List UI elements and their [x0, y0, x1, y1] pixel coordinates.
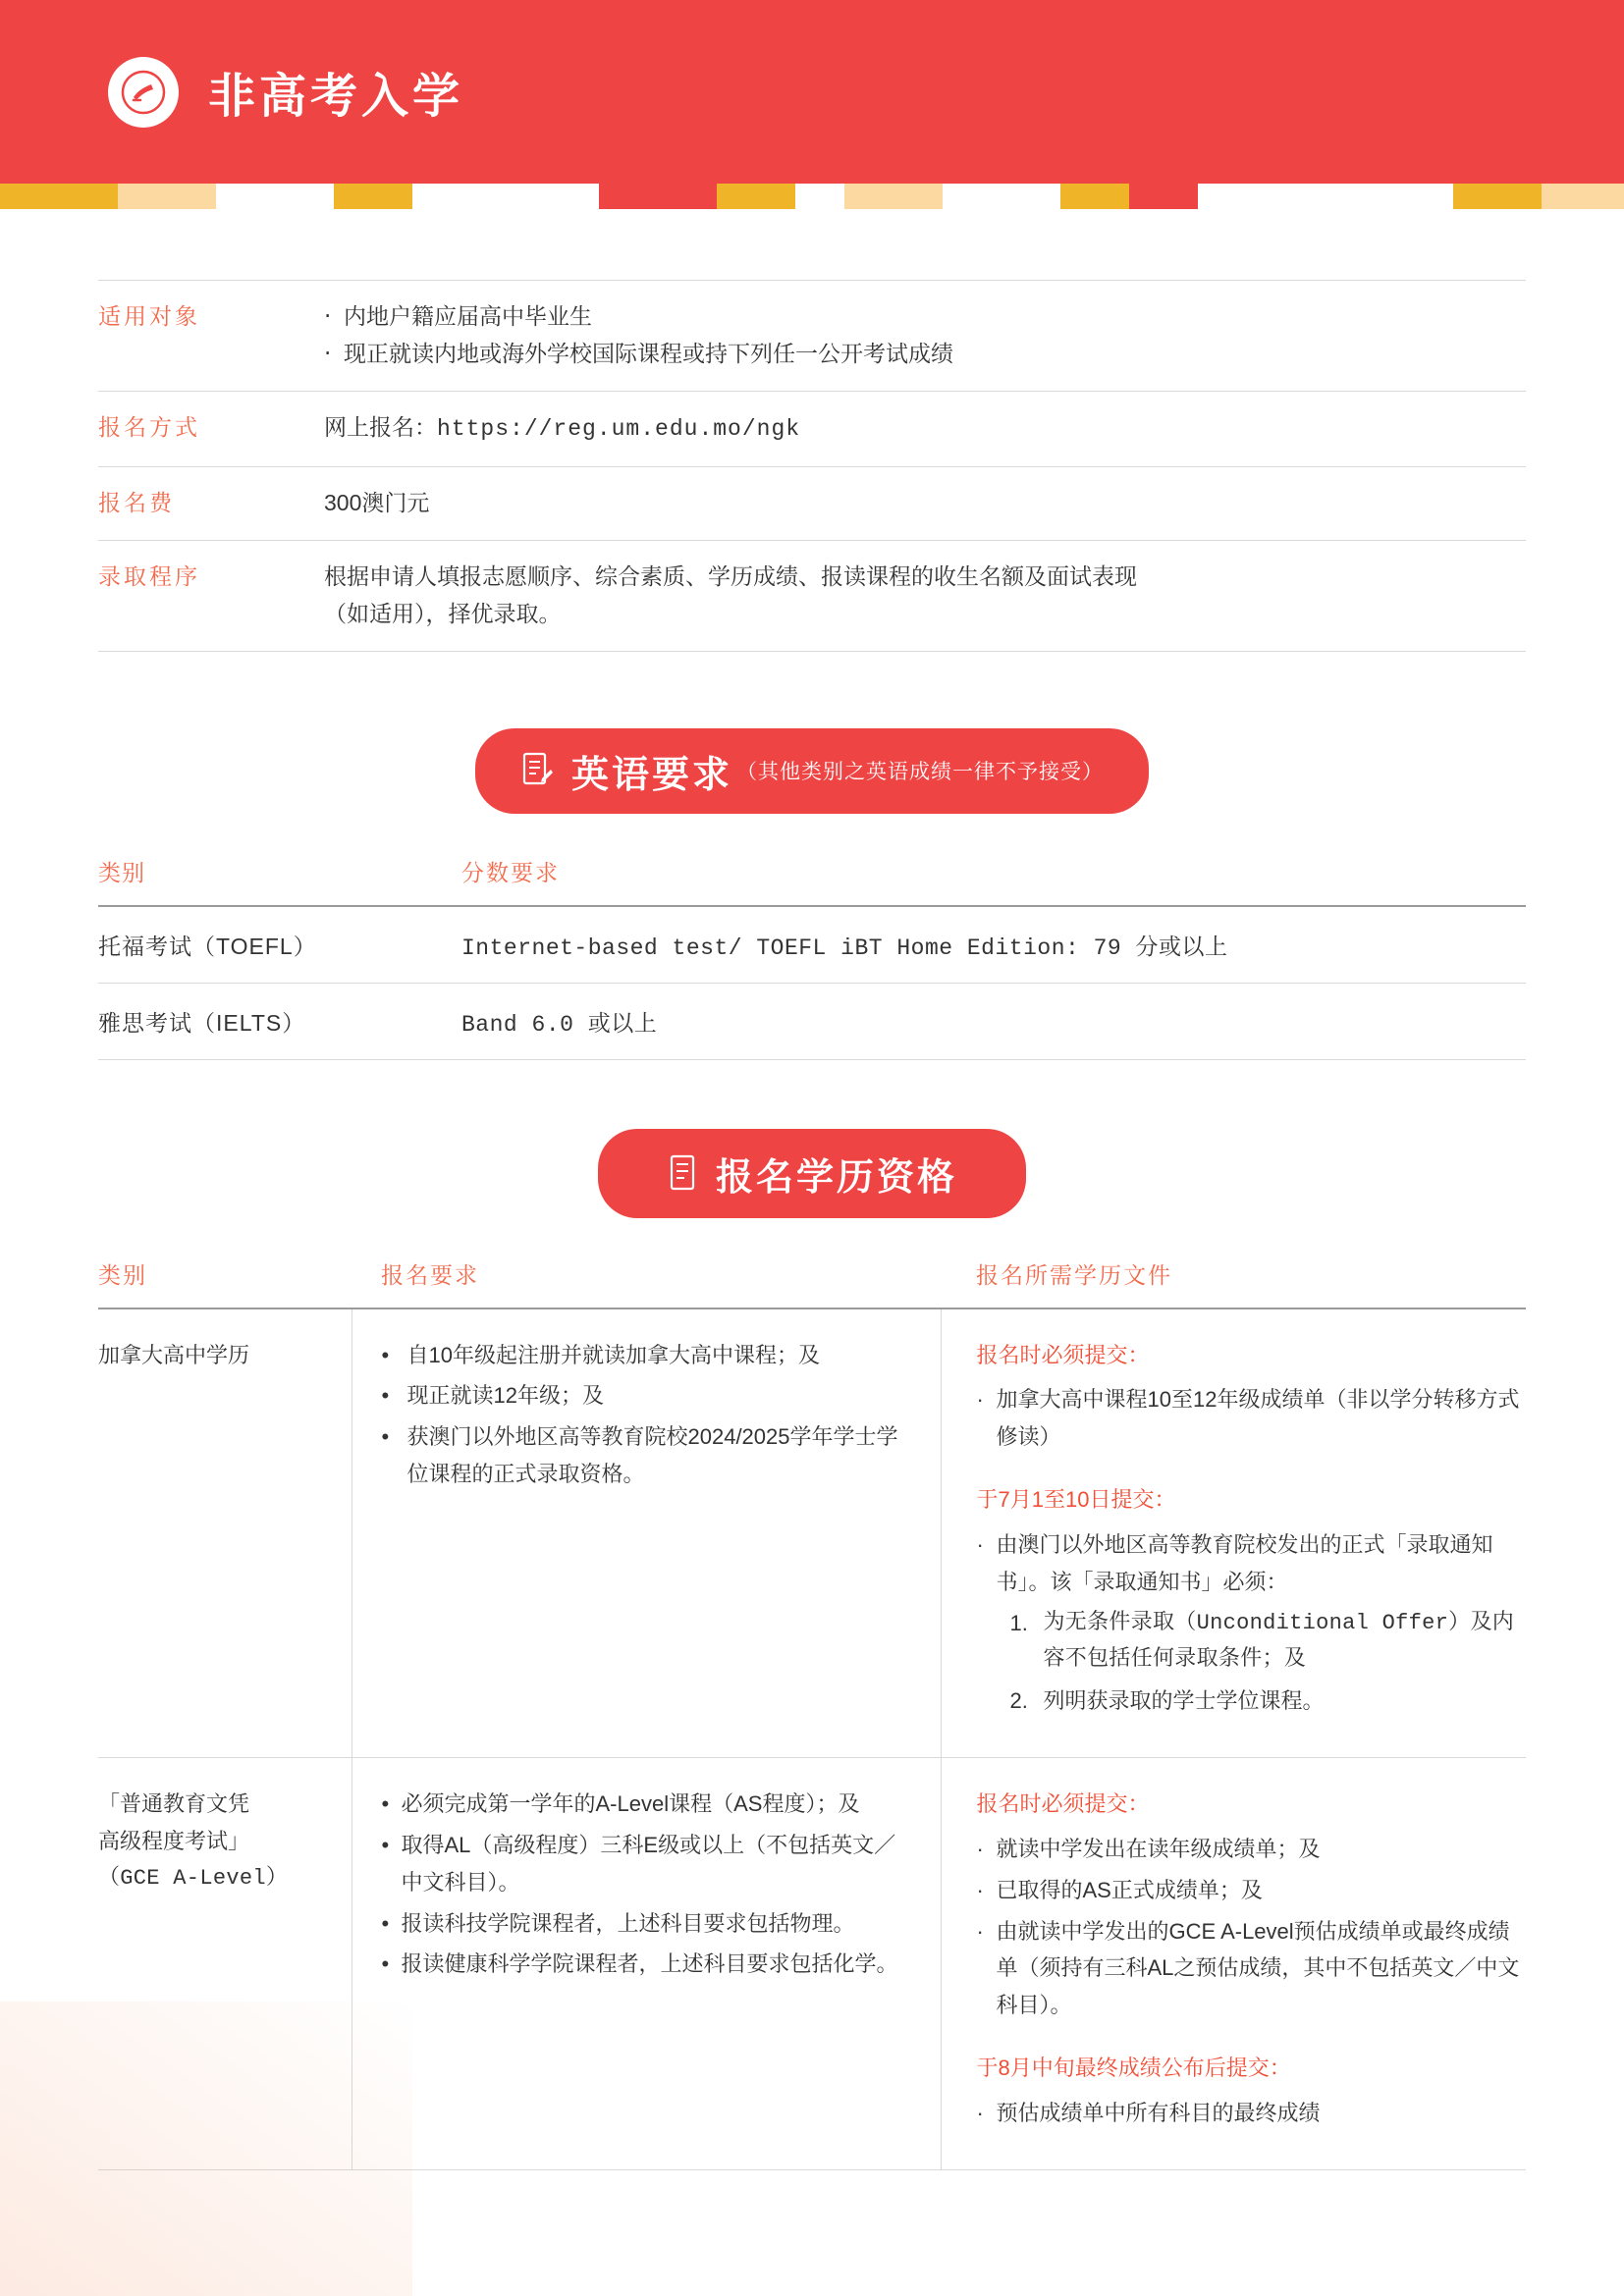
bullet-dot-icon: ‧: [324, 340, 332, 366]
list-item: [324, 336, 1526, 373]
bullet-dot-icon: •: [381, 1910, 390, 1936]
list-item: [977, 1831, 1527, 1868]
table-row: [98, 281, 1526, 392]
info-value-fee: 300澳门元: [324, 489, 430, 515]
document-section-head: 报名时必须提交：: [976, 1342, 1150, 1367]
hand-write-icon: [108, 57, 179, 128]
list-item-text: 取得AL（高级程度）三科E级或以上（不包括英文／中文科目）。: [401, 1832, 896, 1895]
category-line: （GCE A-Level）: [98, 1865, 289, 1891]
qualification-pill: [598, 1129, 1026, 1218]
spacer: [977, 1460, 1527, 1481]
info-value-admission-process: [324, 540, 1526, 651]
list-item-text: 现正就读12年级；及: [406, 1383, 604, 1409]
column-header-category: 类别: [98, 855, 461, 906]
document-pen-icon: [520, 751, 554, 790]
list-item: [382, 1905, 911, 1943]
list-item: [977, 2095, 1527, 2132]
list-item-text: 为无条件录取（Unconditional Offer）及内容不包括任何录取条件；及: [1043, 1610, 1515, 1673]
qual-requirements-gce: [352, 1758, 941, 2170]
table-row: [98, 391, 1526, 466]
bullet-dot-icon: ·: [976, 1836, 984, 1861]
list-item-text: 加拿大高中课程10至12年级成绩单（非以学分转移方式修读）: [996, 1387, 1520, 1450]
admission-line: （如适用），择优录取。: [324, 600, 562, 626]
table-header-row: [98, 855, 1526, 906]
list-document-icon: [667, 1153, 698, 1193]
basic-info-table: [98, 280, 1526, 652]
list-item-text: 由就读中学发出的GCE A-Level预估成绩单或最终成绩单（须持有三科AL之预估成绩，其中不包括英文／中文科目）。: [996, 1918, 1520, 2018]
list-item-text: 预估成绩单中所有科目的最终成绩: [996, 2100, 1321, 2125]
admission-line: 根据申请人填报志愿顺序、综合素质、学历成绩、报读课程的收生名额及面试表现: [324, 562, 1137, 589]
list-item: [382, 1337, 911, 1374]
table-row: [98, 540, 1526, 651]
bullet-dot-icon: ‧: [324, 303, 332, 329]
list-item-text: 内地户籍应届高中毕业生: [344, 303, 592, 329]
table-row: [98, 1308, 1526, 1758]
column-header-category: 类别: [98, 1257, 352, 1308]
qual-requirements-canada: [352, 1308, 941, 1758]
bullet-dot-icon: •: [381, 1951, 390, 1977]
english-category-toefl: 托福考试（TOEFL）: [98, 906, 461, 984]
list-item-text: 必须完成第一学年的A-Level课程（AS程度）；及: [401, 1791, 860, 1817]
info-value-registration: [324, 391, 1526, 466]
column-header-documents: 报名所需学历文件: [941, 1257, 1526, 1308]
registration-url[interactable]: https://reg.um.edu.mo/ngk: [437, 415, 801, 442]
list-item-text: 现正就读内地或海外学校国际课程或持下列任一公开考试成绩: [344, 340, 953, 366]
qualification-section-heading: [98, 1129, 1526, 1218]
bullet-dot-icon: •: [381, 1791, 390, 1817]
english-requirement-toefl: Internet-based test/ TOEFL iBT Home Edition: 79 分或以上: [461, 906, 1526, 984]
english-section-subtitle: （其他类别之英语成绩一律不予接受）: [736, 761, 1104, 784]
bullet-dot-icon: •: [381, 1342, 390, 1367]
list-item-text: 报读科技学院课程者，上述科目要求包括物理。: [401, 1910, 855, 1936]
page-title: 非高考入学: [208, 71, 464, 123]
qualification-table: [98, 1257, 1526, 2170]
list-item: [977, 1605, 1527, 1680]
english-pill: [475, 728, 1149, 814]
list-item: [382, 1946, 911, 1983]
ordered-marker: 2.: [1009, 1688, 1028, 1714]
registration-prefix: 网上报名：: [324, 413, 437, 440]
list-item-text: 自10年级起注册并就读加拿大高中课程；及: [406, 1342, 820, 1367]
table-row: [98, 1758, 1526, 2170]
document-section-head: 于8月中旬最终成绩公布后提交：: [976, 2056, 1291, 2081]
category-line: 加拿大高中学历: [98, 1342, 250, 1367]
english-section-title: 英语要求: [570, 754, 732, 796]
table-header-row: [98, 1257, 1526, 1308]
list-item-text: 列明获录取的学士学位课程。: [1043, 1688, 1325, 1714]
qual-documents-gce: [941, 1758, 1526, 2170]
list-item: [977, 1913, 1527, 2024]
info-label-fee: 报名费: [98, 489, 175, 515]
table-row: [98, 906, 1526, 984]
list-item: [977, 1526, 1527, 1601]
category-line: 「普通教育文凭: [98, 1791, 250, 1817]
document-section-head: 于7月1至10日提交：: [976, 1487, 1176, 1513]
list-item-text: 报读健康科学学院课程者，上述科目要求包括化学。: [401, 1951, 898, 1977]
english-section-heading: [98, 728, 1526, 814]
list-item-text: 获澳门以外地区高等教育院校2024/2025学年学士学位课程的正式录取资格。: [406, 1424, 898, 1487]
document-section-head: 报名时必须提交：: [976, 1791, 1150, 1817]
info-label-registration: 报名方式: [98, 413, 200, 440]
spacer: [977, 2028, 1527, 2050]
list-item-text: 就读中学发出在读年级成绩单；及: [996, 1836, 1321, 1861]
qual-category-gce: [98, 1758, 352, 2170]
list-item: [324, 298, 1526, 336]
bullet-dot-icon: •: [381, 1424, 390, 1450]
info-value-applicable: [324, 281, 1526, 392]
info-label-admission-process: 录取程序: [98, 562, 200, 589]
qual-documents-canada: [941, 1308, 1526, 1758]
english-requirement-table: [98, 855, 1526, 1060]
bullet-dot-icon: ·: [976, 1387, 984, 1413]
list-item-text: 由澳门以外地区高等教育院校发出的正式「录取通知书」。该「录取通知书」必须：: [996, 1531, 1493, 1594]
list-item: [382, 1786, 911, 1823]
list-item: [382, 1418, 911, 1493]
list-item: [977, 1872, 1527, 1909]
list-item-text: 已取得的AS正式成绩单；及: [996, 1877, 1263, 1902]
ordered-marker: 1.: [1009, 1610, 1028, 1635]
list-item: [977, 1682, 1527, 1720]
column-header-score: 分数要求: [461, 855, 1526, 906]
bullet-dot-icon: •: [381, 1383, 390, 1409]
page-header: [0, 0, 1624, 184]
page-body: [0, 280, 1624, 2170]
bullet-dot-icon: ·: [976, 1877, 984, 1902]
bullet-dot-icon: ·: [976, 2100, 984, 2125]
column-header-requirements: 报名要求: [352, 1257, 941, 1308]
bullet-dot-icon: ·: [976, 1918, 984, 1944]
decorative-dash-band: [0, 184, 1624, 209]
list-item: [382, 1827, 911, 1901]
category-line: 高级程度考试」: [98, 1828, 250, 1853]
list-item: [977, 1381, 1527, 1456]
english-category-ielts: 雅思考试（IELTS）: [98, 983, 461, 1059]
english-requirement-ielts: Band 6.0 或以上: [461, 983, 1526, 1059]
list-item: [382, 1377, 911, 1415]
table-row: [98, 466, 1526, 540]
qual-category-canada: [98, 1308, 352, 1758]
table-row: [98, 983, 1526, 1059]
bullet-dot-icon: ·: [976, 1531, 984, 1557]
bullet-dot-icon: •: [381, 1832, 390, 1857]
info-label-applicable: 适用对象: [98, 303, 200, 329]
qualification-section-title: 报名学历资格: [715, 1156, 957, 1199]
